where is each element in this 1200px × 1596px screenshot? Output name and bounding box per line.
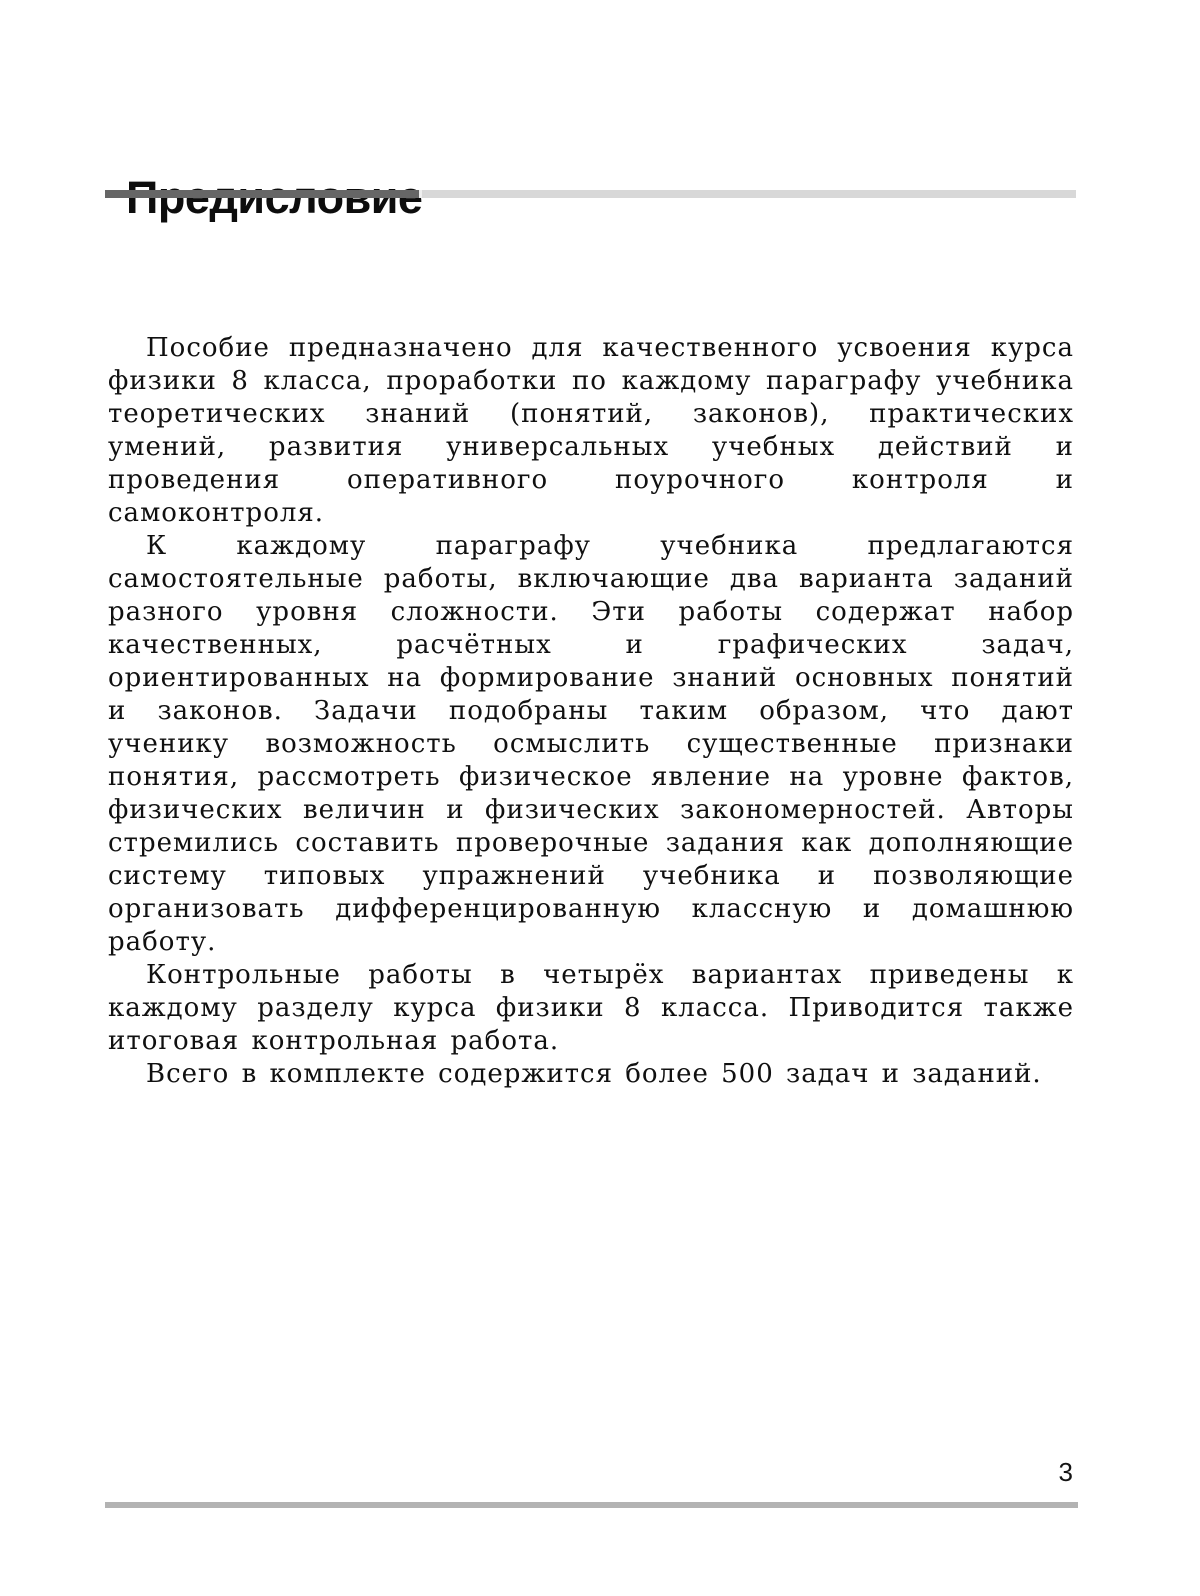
title-rule-light-segment <box>422 190 1076 198</box>
page-number: 3 <box>1058 1457 1073 1487</box>
paragraph: К каждому параграфу учебника предлагаются самостоятельные работы, включающие два варианта заданий разного уровня сложности. Эти работы содержат набор качественных, расчётных и графических задач, ориентированных на формирование знаний основных понятий и законов. Задачи подобраны таким образом, что дают ученику возможность осмыслить существенные признаки понятия, рассмотреть физическое явление на уровне фактов, физических величин и физических закономерностей. Авторы стремились составить проверочные задания как дополняющие систему типовых упражнений учебника и позволяющие организовать дифференцированную классную и домашнюю работу. <box>108 531 1074 957</box>
body-text <box>108 332 1074 1091</box>
footer-rule <box>105 1502 1078 1508</box>
paragraph: Всего в комплекте содержится более 500 задач и заданий. <box>146 1059 1042 1089</box>
title-rule-dark-segment <box>105 190 419 198</box>
title-rule <box>105 190 1076 198</box>
paragraph: Контрольные работы в четырёх вариантах приведены к каждому разделу курса физики 8 класса. Приводится также итоговая контрольная работа. <box>108 960 1074 1056</box>
paragraph: Пособие предназначено для качественного усвоения курса физики 8 класса, проработки по каждому параграфу учебника теоретических знаний (понятий, законов), практических умений, развития универсальных учебных действий и проведения оперативного поурочного контроля и самоконтроля. <box>108 333 1074 528</box>
